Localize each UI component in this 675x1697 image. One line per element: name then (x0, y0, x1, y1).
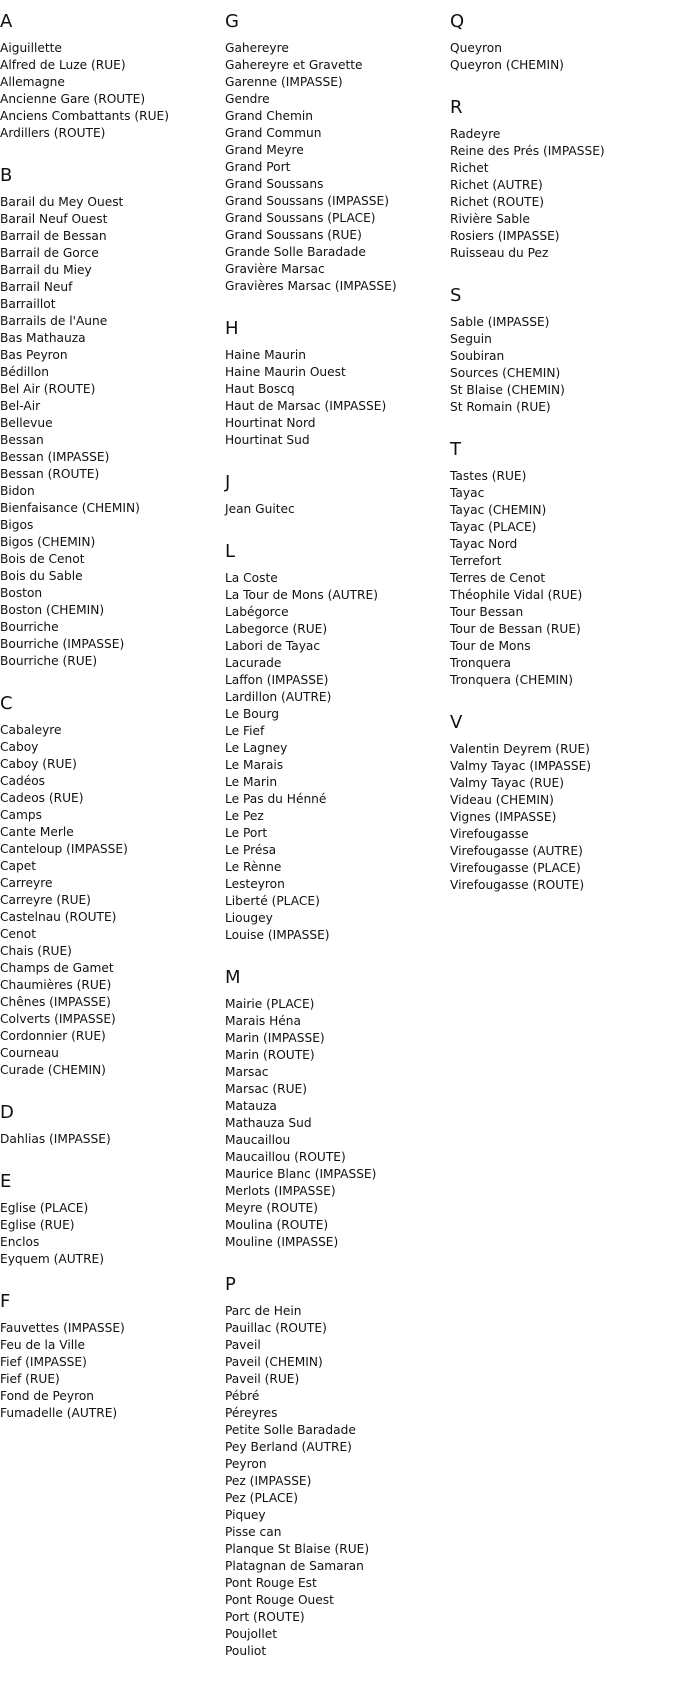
street-entry[interactable]: Bourriche (0, 620, 59, 634)
street-entry[interactable]: Pébré (225, 1389, 260, 1403)
letter-section-p (225, 1273, 445, 1660)
street-entry[interactable]: Canteloup (IMPASSE) (0, 842, 128, 856)
street-list (0, 40, 220, 142)
street-list (225, 501, 445, 518)
street-entry[interactable]: St Romain (RUE) (450, 400, 551, 414)
street-list (225, 1303, 445, 1660)
street-entry[interactable]: Haine Maurin (225, 348, 306, 362)
street-entry[interactable]: Bois de Cenot (0, 552, 85, 566)
street-entry[interactable]: Eglise (PLACE) (0, 1201, 89, 1215)
street-entry[interactable]: Le Fief (225, 724, 265, 738)
street-entry[interactable]: Louise (IMPASSE) (225, 928, 330, 942)
street-entry[interactable]: Rivière Sable (450, 212, 530, 226)
street-entry[interactable]: Pouliot (225, 1644, 267, 1658)
street-entry[interactable]: Bédillon (0, 365, 49, 379)
street-entry[interactable]: Capet (0, 859, 36, 873)
letter-section-g (225, 10, 445, 295)
street-list (450, 741, 670, 894)
street-entry[interactable]: St Blaise (CHEMIN) (450, 383, 565, 397)
street-entry[interactable]: Tayac (PLACE) (450, 520, 537, 534)
street-entry[interactable]: Cabaleyre (0, 723, 62, 737)
letter-section-r (450, 96, 670, 262)
letter-section-c (0, 692, 220, 1079)
letter-heading: B (0, 165, 13, 186)
street-entry[interactable]: Maucaillou (225, 1133, 291, 1147)
street-entry[interactable]: Poujollet (225, 1627, 277, 1641)
street-entry[interactable]: Parc de Hein (225, 1304, 302, 1318)
street-entry[interactable]: Gravières Marsac (IMPASSE) (225, 279, 397, 293)
letter-section-q (450, 10, 670, 74)
letter-heading: Q (450, 11, 465, 32)
street-entry[interactable]: Fief (RUE) (0, 1372, 60, 1386)
street-entry[interactable]: Cadéos (0, 774, 46, 788)
street-list (0, 1131, 220, 1148)
street-entry[interactable]: Eglise (RUE) (0, 1218, 75, 1232)
street-entry[interactable]: La Coste (225, 571, 278, 585)
letter-section-j (225, 471, 445, 518)
street-entry[interactable]: La Tour de Mons (AUTRE) (225, 588, 378, 602)
street-entry[interactable]: Virefougasse (PLACE) (450, 861, 581, 875)
street-entry[interactable]: Bienfaisance (CHEMIN) (0, 501, 140, 515)
street-entry[interactable]: Garenne (IMPASSE) (225, 75, 343, 89)
street-entry[interactable]: Grand Chemin (225, 109, 313, 123)
street-entry[interactable]: Pont Rouge Est (225, 1576, 317, 1590)
street-entry[interactable]: Seguin (450, 332, 492, 346)
street-entry[interactable]: Barrail de Bessan (0, 229, 107, 243)
street-entry[interactable]: Maurice Blanc (IMPASSE) (225, 1167, 377, 1181)
street-entry[interactable]: Bas Peyron (0, 348, 68, 362)
street-entry[interactable]: Ruisseau du Pez (450, 246, 549, 260)
street-entry[interactable]: Champs de Gamet (0, 961, 114, 975)
street-entry[interactable]: Aiguillette (0, 41, 62, 55)
street-entry[interactable]: Bidon (0, 484, 35, 498)
street-entry[interactable]: Gahereyre et Gravette (225, 58, 363, 72)
street-entry[interactable]: Le Bourg (225, 707, 280, 721)
street-entry[interactable]: Vignes (IMPASSE) (450, 810, 557, 824)
street-entry[interactable]: Fond de Peyron (0, 1389, 95, 1403)
street-list (450, 40, 670, 74)
street-entry[interactable]: Bessan (0, 433, 44, 447)
street-entry[interactable]: Radeyre (450, 127, 501, 141)
street-entry[interactable]: Carreyre (RUE) (0, 893, 91, 907)
street-entry[interactable]: Caboy (RUE) (0, 757, 77, 771)
street-entry[interactable]: Grand Soussans (IMPASSE) (225, 194, 389, 208)
letter-heading: A (0, 11, 13, 32)
street-entry[interactable]: Queyron (CHEMIN) (450, 58, 564, 72)
street-entry[interactable]: Cordonnier (RUE) (0, 1029, 106, 1043)
street-entry[interactable]: Feu de la Ville (0, 1338, 86, 1352)
street-entry[interactable]: Allemagne (0, 75, 65, 89)
street-entry[interactable]: Tayac Nord (450, 537, 518, 551)
letter-heading: M (225, 967, 241, 988)
letter-section-e (0, 1170, 220, 1268)
street-entry[interactable]: Pey Berland (AUTRE) (225, 1440, 352, 1454)
street-entry[interactable]: Fauvettes (IMPASSE) (0, 1321, 125, 1335)
street-entry[interactable]: Gendre (225, 92, 270, 106)
street-entry[interactable]: Le Marin (225, 775, 278, 789)
street-entry[interactable]: Paveil (RUE) (225, 1372, 300, 1386)
street-entry[interactable]: Paveil (CHEMIN) (225, 1355, 323, 1369)
street-entry[interactable]: Boston (0, 586, 43, 600)
street-entry[interactable]: Barrails de l'Aune (0, 314, 108, 328)
street-entry[interactable]: Eyquem (AUTRE) (0, 1252, 104, 1266)
street-entry[interactable]: Peyron (225, 1457, 267, 1471)
letter-heading: T (450, 439, 461, 460)
street-entry[interactable]: Curade (CHEMIN) (0, 1063, 106, 1077)
street-entry[interactable]: Haine Maurin Ouest (225, 365, 346, 379)
street-entry[interactable]: Reine des Prés (IMPASSE) (450, 144, 605, 158)
street-entry[interactable]: Bas Mathauza (0, 331, 86, 345)
letter-section-t (450, 438, 670, 689)
street-entry[interactable]: Marin (IMPASSE) (225, 1031, 325, 1045)
street-entry[interactable]: Laffon (IMPASSE) (225, 673, 329, 687)
street-entry[interactable]: Tastes (RUE) (450, 469, 527, 483)
street-entry[interactable]: Le Marais (225, 758, 284, 772)
street-entry[interactable]: Dahlias (IMPASSE) (0, 1132, 111, 1146)
street-entry[interactable]: Haut de Marsac (IMPASSE) (225, 399, 387, 413)
street-entry[interactable]: Chênes (IMPASSE) (0, 995, 111, 1009)
street-entry[interactable]: Labori de Tayac (225, 639, 321, 653)
street-entry[interactable]: Boston (CHEMIN) (0, 603, 105, 617)
street-entry[interactable]: Matauza (225, 1099, 277, 1113)
street-entry[interactable]: Meyre (ROUTE) (225, 1201, 318, 1215)
street-list (225, 347, 445, 449)
street-entry[interactable]: Bourriche (IMPASSE) (0, 637, 125, 651)
street-entry[interactable]: Bourriche (RUE) (0, 654, 98, 668)
street-entry[interactable]: Queyron (450, 41, 502, 55)
street-entry[interactable]: Virefougasse (AUTRE) (450, 844, 583, 858)
street-entry[interactable]: Pez (PLACE) (225, 1491, 298, 1505)
street-entry[interactable]: Sources (CHEMIN) (450, 366, 561, 380)
letter-section-b (0, 164, 220, 670)
street-entry[interactable]: Haut Boscq (225, 382, 295, 396)
street-entry[interactable]: Mouline (IMPASSE) (225, 1235, 339, 1249)
street-entry[interactable]: Valmy Tayac (RUE) (450, 776, 564, 790)
street-entry[interactable]: Valmy Tayac (IMPASSE) (450, 759, 592, 773)
letter-section-l (225, 540, 445, 944)
street-entry[interactable]: Bel Air (ROUTE) (0, 382, 96, 396)
street-entry[interactable]: Camps (0, 808, 42, 822)
letter-heading: D (0, 1102, 14, 1123)
street-entry[interactable]: Le Pas du Hénné (225, 792, 327, 806)
street-entry[interactable]: Le Rènne (225, 860, 282, 874)
street-entry[interactable]: Carreyre (0, 876, 53, 890)
street-entry[interactable]: Bessan (ROUTE) (0, 467, 100, 481)
street-entry[interactable]: Alfred de Luze (RUE) (0, 58, 126, 72)
street-list (225, 996, 445, 1251)
street-entry[interactable]: Tronquera (CHEMIN) (450, 673, 573, 687)
street-entry[interactable]: Marsac (RUE) (225, 1082, 307, 1096)
street-list (225, 570, 445, 944)
street-entry[interactable]: Cante Merle (0, 825, 74, 839)
street-entry[interactable]: Caboy (0, 740, 39, 754)
index-column-3 (450, 10, 670, 916)
street-entry[interactable]: Mairie (PLACE) (225, 997, 315, 1011)
street-entry[interactable]: Bellevue (0, 416, 53, 430)
street-entry[interactable]: Tour de Bessan (RUE) (450, 622, 581, 636)
street-entry[interactable]: Chaumières (RUE) (0, 978, 112, 992)
street-list (0, 194, 220, 670)
street-entry[interactable]: Marsac (225, 1065, 269, 1079)
street-entry[interactable]: Grand Soussans (RUE) (225, 228, 362, 242)
street-entry[interactable]: Terres de Cenot (450, 571, 546, 585)
street-entry[interactable]: Tour de Mons (450, 639, 531, 653)
street-list (225, 40, 445, 295)
street-entry[interactable]: Lacurade (225, 656, 282, 670)
street-list (450, 126, 670, 262)
street-entry[interactable]: Videau (CHEMIN) (450, 793, 554, 807)
street-entry[interactable]: Moulina (ROUTE) (225, 1218, 329, 1232)
street-entry[interactable]: Courneau (0, 1046, 59, 1060)
street-entry[interactable]: Grand Soussans (225, 177, 324, 191)
street-entry[interactable]: Merlots (IMPASSE) (225, 1184, 336, 1198)
street-entry[interactable]: Bigos (0, 518, 34, 532)
letter-heading: G (225, 11, 239, 32)
letter-heading: E (0, 1171, 12, 1192)
street-list (450, 314, 670, 416)
street-entry[interactable]: Soubiran (450, 349, 505, 363)
street-entry[interactable]: Pez (IMPASSE) (225, 1474, 312, 1488)
street-entry[interactable]: Enclos (0, 1235, 40, 1249)
street-entry[interactable]: Virefougasse (ROUTE) (450, 878, 585, 892)
street-entry[interactable]: Grand Meyre (225, 143, 304, 157)
street-entry[interactable]: Barail du Mey Ouest (0, 195, 124, 209)
street-entry[interactable]: Valentin Deyrem (RUE) (450, 742, 590, 756)
street-entry[interactable]: Grand Soussans (PLACE) (225, 211, 376, 225)
letter-heading: H (225, 318, 239, 339)
street-entry[interactable]: Pisse can (225, 1525, 282, 1539)
index-column-1 (0, 10, 220, 1444)
street-entry[interactable]: Chais (RUE) (0, 944, 72, 958)
letter-heading: F (0, 1291, 11, 1312)
street-entry[interactable]: Liberté (PLACE) (225, 894, 320, 908)
street-entry[interactable]: Barrail de Gorce (0, 246, 99, 260)
street-entry[interactable]: Richet (ROUTE) (450, 195, 545, 209)
street-entry[interactable]: Théophile Vidal (RUE) (450, 588, 583, 602)
street-entry[interactable]: Labegorce (RUE) (225, 622, 328, 636)
street-entry[interactable]: Pauillac (ROUTE) (225, 1321, 327, 1335)
street-entry[interactable]: Paveil (225, 1338, 261, 1352)
street-entry[interactable]: Castelnau (ROUTE) (0, 910, 117, 924)
street-entry[interactable]: Sable (IMPASSE) (450, 315, 550, 329)
letter-heading: V (450, 712, 463, 733)
street-entry[interactable]: Pont Rouge Ouest (225, 1593, 334, 1607)
letter-section-s (450, 284, 670, 416)
letter-section-f (0, 1290, 220, 1422)
street-entry[interactable]: Planque St Blaise (RUE) (225, 1542, 370, 1556)
street-entry[interactable]: Grande Solle Baradade (225, 245, 366, 259)
street-entry[interactable]: Bigos (CHEMIN) (0, 535, 96, 549)
street-entry[interactable]: Virefougasse (450, 827, 529, 841)
street-list (0, 1200, 220, 1268)
street-entry[interactable]: Cenot (0, 927, 36, 941)
street-entry[interactable]: Lesteyron (225, 877, 285, 891)
street-entry[interactable]: Richet (450, 161, 489, 175)
street-entry[interactable]: Tayac (450, 486, 485, 500)
street-entry[interactable]: Liougey (225, 911, 273, 925)
street-entry[interactable]: Platagnan de Samaran (225, 1559, 364, 1573)
street-entry[interactable]: Ardillers (ROUTE) (0, 126, 106, 140)
letter-section-m (225, 966, 445, 1251)
street-entry[interactable]: Jean Guitec (225, 502, 295, 516)
index-column-2 (225, 10, 445, 1682)
street-entry[interactable]: Grand Commun (225, 126, 322, 140)
street-entry[interactable]: Rosiers (IMPASSE) (450, 229, 560, 243)
street-entry[interactable]: Mathauza Sud (225, 1116, 312, 1130)
letter-section-a (0, 10, 220, 142)
street-entry[interactable]: Lardillon (AUTRE) (225, 690, 332, 704)
street-entry[interactable]: Bois du Sable (0, 569, 83, 583)
street-entry[interactable]: Port (ROUTE) (225, 1610, 305, 1624)
letter-section-v (450, 711, 670, 894)
street-entry[interactable]: Barrail Neuf (0, 280, 73, 294)
letter-section-h (225, 317, 445, 449)
street-list (0, 722, 220, 1079)
letter-heading: P (225, 1274, 236, 1295)
street-entry[interactable]: Bel-Air (0, 399, 41, 413)
street-entry[interactable]: Hourtinat Nord (225, 416, 316, 430)
street-entry[interactable]: Grand Port (225, 160, 291, 174)
letter-heading: C (0, 693, 13, 714)
street-entry[interactable]: Tour Bessan (450, 605, 524, 619)
street-entry[interactable]: Cadeos (RUE) (0, 791, 84, 805)
street-entry[interactable]: Le Pez (225, 809, 264, 823)
street-entry[interactable]: Barraillot (0, 297, 56, 311)
street-list (0, 1320, 220, 1422)
street-entry[interactable]: Gahereyre (225, 41, 289, 55)
street-entry[interactable]: Richet (AUTRE) (450, 178, 543, 192)
letter-section-d (0, 1101, 220, 1148)
street-entry[interactable]: Terrefort (450, 554, 502, 568)
street-entry[interactable]: Colverts (IMPASSE) (0, 1012, 116, 1026)
street-entry[interactable]: Tronquera (450, 656, 512, 670)
street-entry[interactable]: Tayac (CHEMIN) (450, 503, 547, 517)
street-entry[interactable]: Piquey (225, 1508, 266, 1522)
street-entry[interactable]: Fief (IMPASSE) (0, 1355, 87, 1369)
street-list (450, 468, 670, 689)
letter-heading: L (225, 541, 236, 562)
street-entry[interactable]: Péreyres (225, 1406, 278, 1420)
street-entry[interactable]: Hourtinat Sud (225, 433, 310, 447)
street-entry[interactable]: Anciens Combattants (RUE) (0, 109, 169, 123)
street-entry[interactable]: Maucaillou (ROUTE) (225, 1150, 346, 1164)
letter-heading: S (450, 285, 462, 306)
street-entry[interactable]: Fumadelle (AUTRE) (0, 1406, 118, 1420)
street-entry[interactable]: Petite Solle Baradade (225, 1423, 356, 1437)
street-entry[interactable]: Labégorce (225, 605, 289, 619)
street-entry[interactable]: Marais Héna (225, 1014, 301, 1028)
street-entry[interactable]: Le Présa (225, 843, 277, 857)
letter-heading: R (450, 97, 463, 118)
street-entry[interactable]: Bessan (IMPASSE) (0, 450, 110, 464)
street-entry[interactable]: Barail Neuf Ouest (0, 212, 108, 226)
street-entry[interactable]: Barrail du Miey (0, 263, 92, 277)
street-entry[interactable]: Gravière Marsac (225, 262, 325, 276)
street-entry[interactable]: Marin (ROUTE) (225, 1048, 315, 1062)
street-entry[interactable]: Le Port (225, 826, 268, 840)
street-entry[interactable]: Le Lagney (225, 741, 288, 755)
letter-heading: J (225, 472, 231, 493)
street-entry[interactable]: Ancienne Gare (ROUTE) (0, 92, 146, 106)
